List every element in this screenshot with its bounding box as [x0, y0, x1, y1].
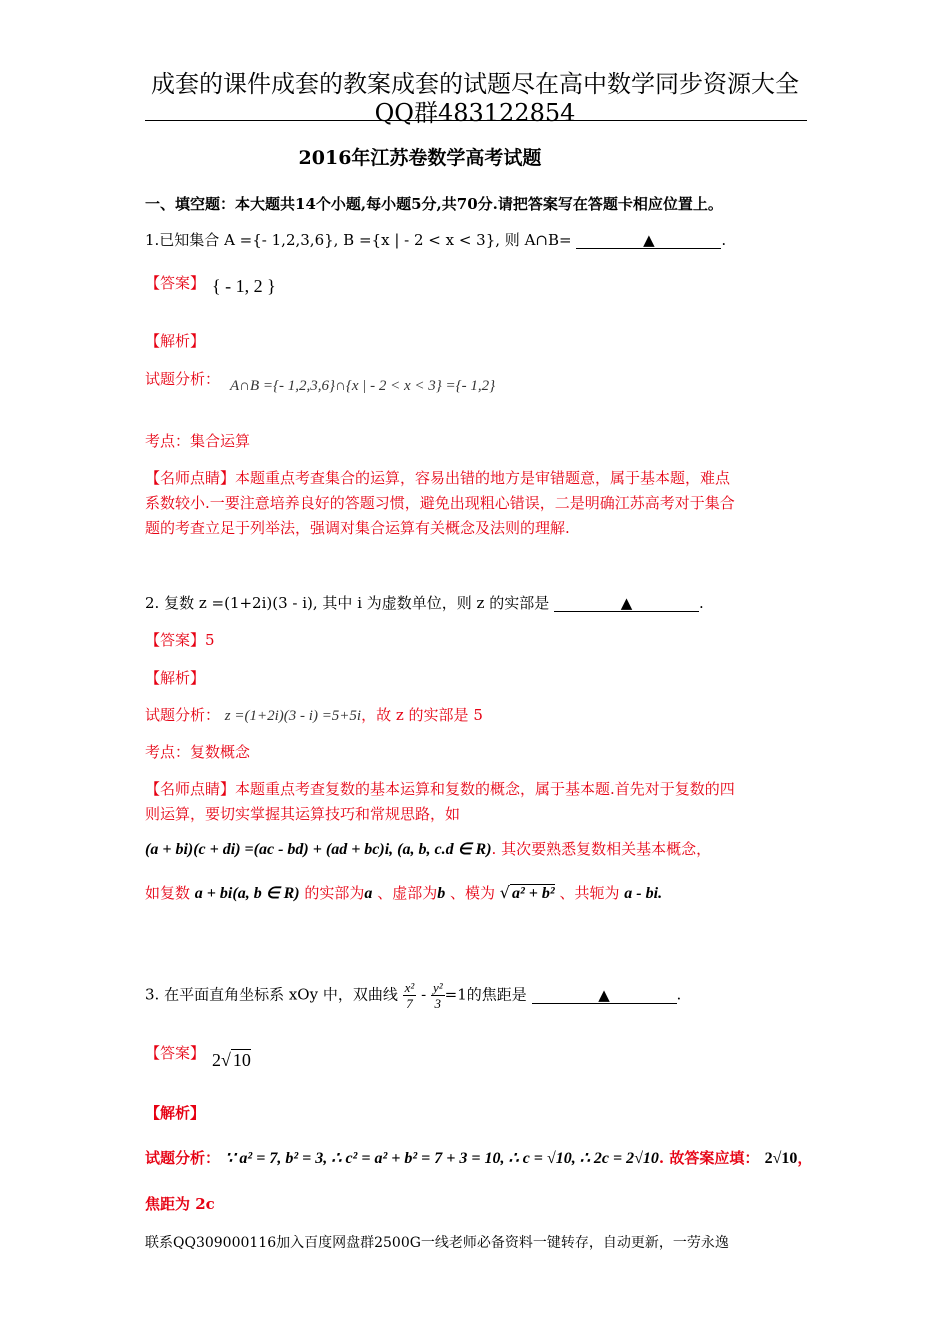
header-line-2: QQ群483122854: [374, 99, 576, 127]
q2-line4-m2: a: [364, 885, 373, 902]
q1-stem-text: 1.已知集合 A ={- 1,2,3,6}, B ={x | - 2 < x < 3}, 则 A∩B=: [145, 231, 572, 249]
q3-answer-rad: 10: [232, 1050, 251, 1070]
header-divider: [145, 120, 807, 121]
q2-stem-text: 2. 复数 z =(1+2i)(3 - i), 其中 i 为虚数单位，则 z 的实部是: [145, 594, 550, 612]
q2-line4-c: 、虚部为: [377, 884, 438, 902]
q2-stem: 2. 复数 z =(1+2i)(3 - i), 其中 i 为虚数单位，则 z 的实部是 ▲ .: [145, 594, 704, 612]
q1-kaodian: 考点：集合运算: [145, 432, 251, 450]
q1-comment-line-3: 题的考查立足于列举法，强调对集合运算有关概念及法则的理解.: [145, 519, 570, 537]
q3-fraction-x: [403, 980, 417, 1011]
q1-answer-tag: 【答案】: [145, 274, 206, 292]
footer-text: 联系QQ309000116加入百度网盘群2500G一线老师必备资料一键转存，自动更新，一劳永逸: [145, 1235, 729, 1251]
q3-frac2-den: 3: [434, 996, 442, 1011]
q1-comment-line-2: 系数较小.一要注意培养良好的答题习惯，避免出现粗心错误，二是明确江苏高考对于集合: [145, 494, 735, 512]
q3-frac1-den: 7: [406, 996, 413, 1011]
q3-analysis-answer: 2√10: [764, 1150, 798, 1167]
q2-answer: 5: [205, 631, 215, 649]
q2-comment-line-2: 则运算，要切实掌握其运算技巧和常规思路，如: [145, 805, 461, 823]
q2-comment-line-1: [145, 778, 735, 799]
q1-answer: { - 1, 2 }: [212, 276, 276, 296]
q3-minus: -: [421, 985, 427, 1004]
q3-stem-b: 的焦距是: [466, 985, 527, 1004]
q2-line4-a: 如复数: [145, 884, 191, 902]
q2-analysis-line: [145, 704, 483, 725]
q2-concepts-line: 如复数 a + bi(a, b ∈ R) 的实部为a 、虚部为b 、模为 √ a² + b² 、共轭为 a - bi.: [145, 883, 663, 902]
q2-formula-tail: . 其次要熟悉复数相关基本概念，: [491, 840, 712, 858]
q2-analysis-tag: 【解析】: [145, 669, 206, 687]
q3-frac1-num: x²: [404, 980, 415, 995]
q2-formula-line: [145, 838, 711, 859]
q3-stem: 3. 在平面直角坐标系 xOy 中，双曲线 $\frac{\text{x²}}{7}$ - $\frac{\text{y²}}{3}$ =1的焦距是 ▲ .: [145, 980, 682, 1011]
q2-answer-tag: 【答案】: [145, 631, 206, 649]
header-line-1: 成套的课件成套的教案成套的试题尽在高中数学同步资源大全: [151, 70, 799, 98]
q2-analysis-prefix: 试题分析：: [145, 706, 221, 724]
q3-analysis-tail: . 故答案应填：: [658, 1149, 760, 1167]
q3-eq: =1: [444, 985, 467, 1004]
q1-analysis-formula: A∩B ={- 1,2,3,6}∩{x | - 2 < x < 3} ={- 1,2}: [230, 378, 496, 394]
q2-line4-b: 的实部为: [304, 884, 365, 902]
q3-answer: 2√ 10: [212, 1050, 251, 1070]
q2-line4-e: 、共轭为: [559, 884, 620, 902]
q2-formula: (a + bi)(c + di) =(ac - bd) + (ad + bc)i, (a, b, c.d ∈ R): [145, 841, 492, 858]
q3-analysis-prefix: 试题分析：: [145, 1149, 221, 1167]
q3-stem-a: 3. 在平面直角坐标系 xOy 中，双曲线: [145, 985, 398, 1004]
q3-analysis-comma: ，: [797, 1149, 813, 1167]
q2-answer-blank: ▲: [554, 595, 699, 612]
q2-comment-text-1: 本题重点考查复数的基本运算和复数的概念，属于基本题.首先对于复数的四: [235, 780, 735, 798]
q3-analysis-line: [145, 1147, 812, 1168]
q3-frac2-num: y²: [432, 980, 443, 995]
q2-comment-tag: 【名师点睛】: [145, 780, 236, 798]
q3-analysis-tag: 【解析】: [145, 1104, 206, 1122]
q2-line4-d: 、模为: [450, 884, 496, 902]
q2-kaodian: 考点：复数概念: [145, 743, 251, 761]
q1-stem: 1.已知集合 A ={- 1,2,3,6}, B ={x | - 2 < x < 3}, 则 A∩B= ▲ .: [145, 231, 727, 249]
q2-line4-m4: a² + b²: [512, 885, 555, 902]
q2-analysis-formula: z =(1+2i)(3 - i) =5+5i: [224, 708, 362, 724]
q1-analysis-tag: 【解析】: [145, 332, 206, 350]
q1-comment-tag: 【名师点睛】: [145, 469, 236, 487]
q2-line4-m1: a + bi(a, b ∈ R): [194, 885, 300, 902]
q2-answer-line: [145, 629, 215, 650]
section-heading: 一、填空题：本大题共14个小题,每小题5分,共70分.请把答案写在答题卡相应位置上。: [145, 195, 723, 213]
q1-comment-line-1: [145, 467, 730, 488]
q3-jiaoju: 焦距为 2c: [145, 1195, 215, 1213]
q1-comment-text-1: 本题重点考查集合的运算，容易出错的地方是审错题意，属于基本题，难点: [235, 469, 731, 487]
q3-answer-blank: ▲: [532, 987, 677, 1004]
q3-answer-tag: 【答案】: [145, 1044, 206, 1062]
q2-line4-m5: a - bi.: [624, 885, 663, 902]
q1-answer-blank: ▲: [576, 232, 721, 249]
q3-answer-coef: 2: [212, 1050, 221, 1070]
q3-analysis-formula: ∵ a² = 7, b² = 3, ∴ c² = a² + b² = 7 + 3 = 10, ∴ c = √10, ∴ 2c = 2√10: [225, 1150, 659, 1167]
page-title: 2016年江苏卷数学高考试题: [298, 147, 542, 169]
q1-analysis-prefix: 试题分析：: [145, 370, 221, 388]
q2-line4-m3: b: [437, 885, 446, 902]
q2-analysis-tail: ，故 z 的实部是 5: [361, 706, 483, 724]
q3-fraction-y: [431, 980, 445, 1011]
